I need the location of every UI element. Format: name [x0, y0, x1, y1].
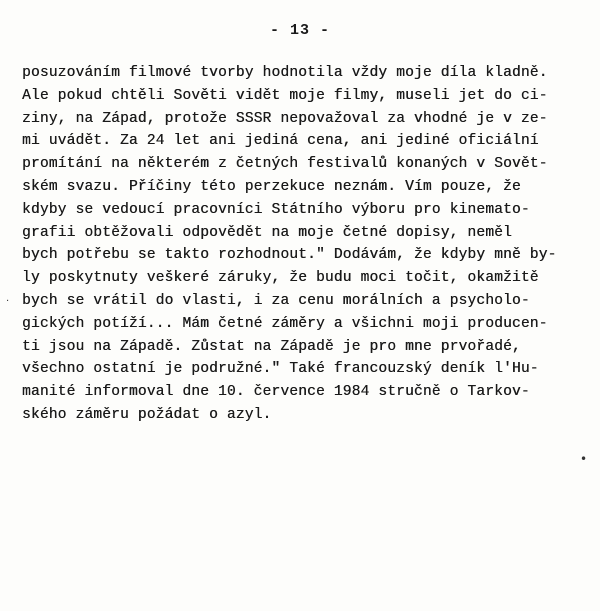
text-line: mi uvádět. Za 24 let ani jediná cena, ani jediné oficiální [22, 133, 539, 150]
margin-speck: • [580, 452, 588, 466]
text-line: ského záměru požádat o azyl. [22, 406, 272, 423]
margin-speck: · [6, 296, 10, 307]
text-line: manité informoval dne 10. července 1984 stručně o Tarkov- [22, 384, 530, 401]
page-number: - 13 - [269, 22, 330, 39]
text-line: grafii obtěžovali odpovědět na moje četné dopisy, neměl [22, 224, 512, 241]
text-line: gických potíží... Mám četné záměry a všichni moji producen- [22, 315, 548, 332]
text-line: kdyby se vedoucí pracovníci Státního výboru pro kinemato- [22, 201, 530, 218]
text-line: ském svazu. Příčiny této perzekuce neznám. Vím pouze, že [22, 178, 521, 195]
text-line: bych potřebu se takto rozhodnout." Dodávám, že kdyby mně by- [22, 247, 557, 264]
text-line: promítání na některém z četných festivalů konaných v Sovět- [22, 156, 548, 173]
text-line: bych se vrátil do vlasti, i za cenu morálních a psycholo- [22, 292, 530, 309]
text-line: ti jsou na Západě. Zůstat na Západě je pro mne prvořadé, [22, 338, 521, 355]
text-line: všechno ostatní je podružné." Také francouzský deník l'Hu- [22, 361, 539, 378]
text-line: Ale pokud chtěli Sověti vidět moje filmy, museli jet do ci- [22, 87, 548, 104]
text-line: ziny, na Západ, protože SSSR nepovažoval za vhodné je v ze- [22, 110, 548, 127]
body-text [22, 62, 582, 427]
text-line: posuzováním filmové tvorby hodnotila vždy moje díla kladně. [22, 65, 548, 81]
text-line: ly poskytnuty veškeré záruky, že budu moci točit, okamžitě [22, 270, 539, 287]
